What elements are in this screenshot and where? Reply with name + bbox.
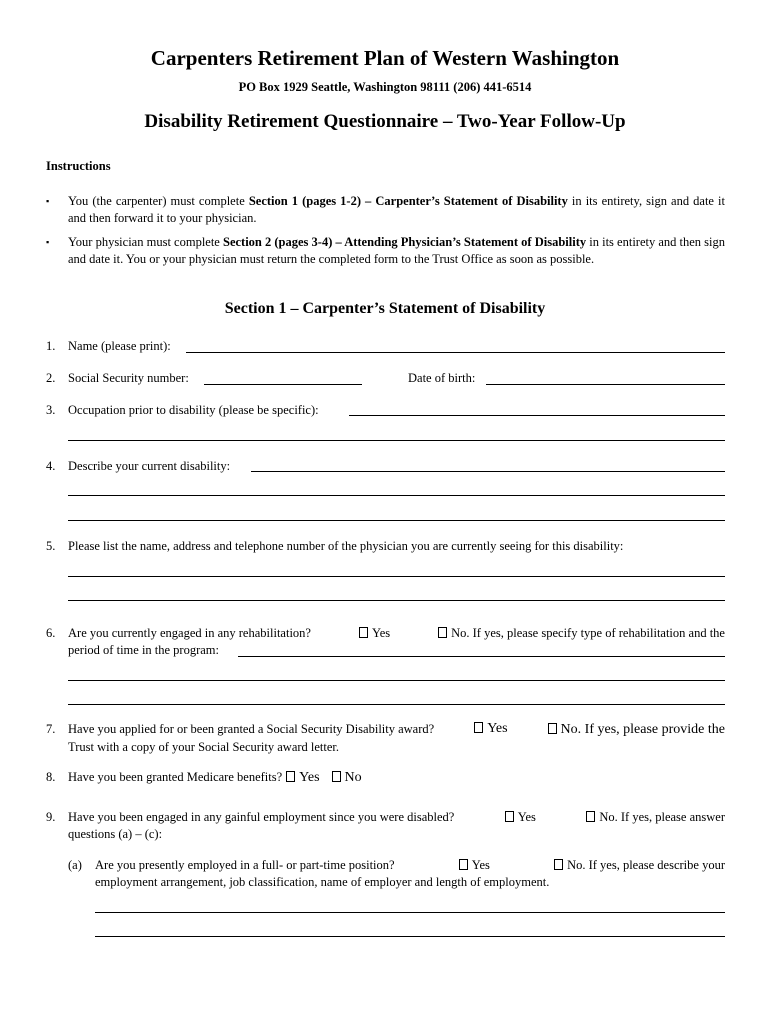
employment-yes-checkbox[interactable] [505,811,514,822]
employment-details-field-line-2[interactable] [95,936,725,937]
instructions-heading: Instructions [46,159,111,173]
occupation-label: Occupation prior to disability (please be specific): [68,403,319,417]
disability-field-line-2[interactable] [68,495,725,496]
ssd-question-text: Have you applied for or been granted a Social Security Disability award? [68,722,435,736]
subquestion-letter: (a) [68,858,82,872]
instruction-1-pre: You (the carpenter) must complete [68,194,249,208]
ssd-question [68,721,725,755]
present-employment-text: Are you presently employed in a full- or part-time position? [95,858,395,872]
question-number: 2. [46,371,56,385]
instruction-bullet-2 [68,234,725,267]
rehabilitation-question-text: Are you currently engaged in any rehabilitation? [68,626,311,640]
rehabilitation-field-line-3[interactable] [68,704,725,705]
yes-label: Yes [299,770,320,785]
occupation-field-line-2[interactable] [68,440,725,441]
physician-field-line-1[interactable] [68,576,725,577]
present-employment-yes-checkbox[interactable] [459,859,468,870]
medicare-no-checkbox[interactable] [332,771,341,782]
rehabilitation-question [68,625,725,658]
question-number: 7. [46,722,56,736]
yes-label: Yes [371,626,391,640]
physician-field-line-2[interactable] [68,600,725,601]
bullet-icon: ▪ [46,196,50,206]
form-subtitle: Disability Retirement Questionnaire – Two-Year Follow-Up [144,111,626,132]
instruction-2-post: in its entirety and then sign and date it. You or your physician must return the completed form to the Trust Office as soon as possible. [68,235,726,266]
employment-details-label: employment arrangement, job classification, name of employer and length of employment. [95,874,550,889]
name-label: Name (please print): [68,339,171,353]
rehabilitation-field-line-2[interactable] [68,680,725,681]
occupation-field[interactable] [349,415,725,416]
physician-label: Please list the name, address and telephone number of the physician you are currently seeing for this disability: [68,539,624,553]
employment-question [68,809,725,842]
employment-no-text: No. If yes, please answer [599,810,725,824]
question-number: 1. [46,339,56,353]
name-field[interactable] [186,352,725,353]
plan-address: PO Box 1929 Seattle, Washington 98111 (206) 441-6514 [238,80,532,94]
instruction-1-post: in its entirety, sign and date it and then forward it to your physician. [68,194,725,225]
ssn-field[interactable] [204,384,362,385]
rehabilitation-no-text: No. If yes, please specify type of rehabilitation and the [451,626,725,640]
question-number: 5. [46,539,56,553]
no-label: No [344,770,362,785]
rehabilitation-period-label: period of time in the program: [68,642,220,657]
ssn-label: Social Security number: [68,371,189,385]
section-1-heading: Section 1 – Carpenter’s Statement of Disability [224,300,546,317]
yes-label: Yes [471,858,490,872]
present-employment-no-text: No. If yes, please describe your [567,858,725,872]
question-number: 4. [46,459,56,473]
employment-details-field-line-1[interactable] [95,912,725,913]
question-number: 3. [46,403,56,417]
rehabilitation-no-checkbox[interactable] [438,627,447,638]
disability-field[interactable] [251,471,725,472]
present-employment-question [95,857,725,890]
question-number: 8. [46,770,56,784]
disability-field-line-3[interactable] [68,520,725,521]
question-number: 9. [46,810,56,824]
medicare-question [68,769,362,787]
ssd-no-text: No. If yes, please provide the [560,722,725,737]
bullet-icon: ▪ [46,237,50,247]
rehabilitation-field[interactable] [238,656,725,657]
yes-label: Yes [517,810,536,824]
medicare-question-text: Have you been granted Medicare benefits? [68,770,283,784]
instruction-bullet-1 [68,193,725,226]
ssd-no-checkbox[interactable] [548,723,557,734]
present-employment-no-checkbox[interactable] [554,859,563,870]
instruction-2-pre: Your physician must complete [68,235,223,249]
instruction-2-bold: Section 2 (pages 3-4) – Attending Physician’s Statement of Disability [223,235,587,249]
question-number: 6. [46,626,56,640]
dob-field[interactable] [486,384,725,385]
form-title: Carpenters Retirement Plan of Western Washington [150,46,620,70]
ssd-award-letter-text: Trust with a copy of your Social Security award letter. [68,739,340,754]
yes-label: Yes [487,721,508,736]
medicare-yes-checkbox[interactable] [286,771,295,782]
employment-subquestions-label: questions (a) – (c): [68,826,163,841]
employment-question-text: Have you been engaged in any gainful employment since you were disabled? [68,810,455,824]
dob-label: Date of birth: [408,371,476,385]
disability-label: Describe your current disability: [68,459,231,473]
rehabilitation-yes-checkbox[interactable] [359,627,368,638]
employment-no-checkbox[interactable] [586,811,595,822]
ssd-yes-checkbox[interactable] [474,722,483,733]
instruction-1-bold: Section 1 (pages 1-2) – Carpenter’s Statement of Disability [248,194,568,208]
